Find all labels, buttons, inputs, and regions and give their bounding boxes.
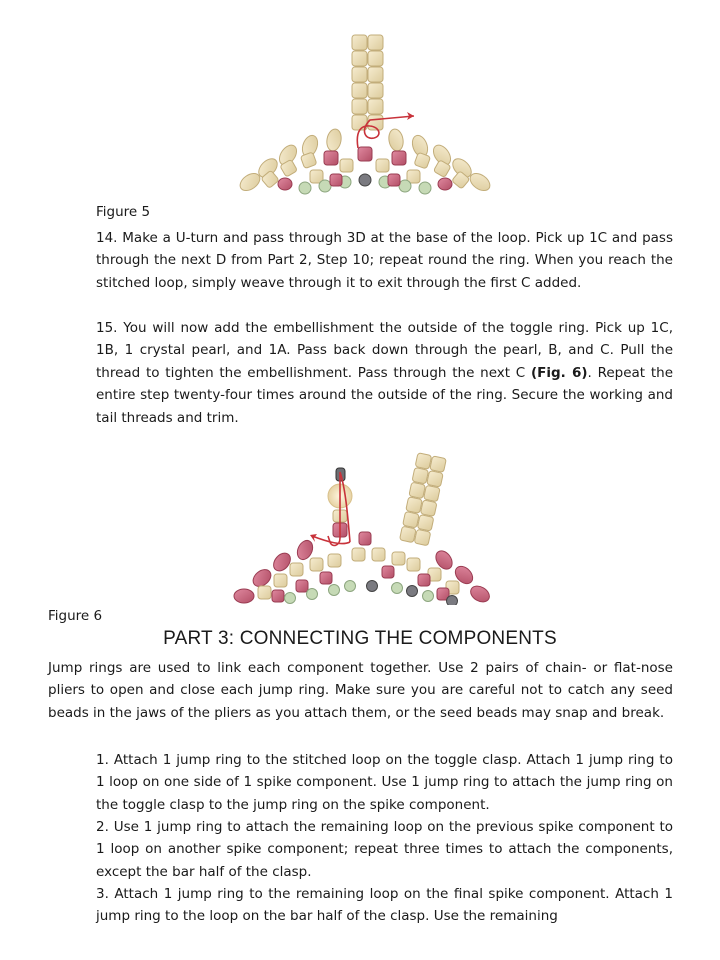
figure-6-caption: Figure 6 [48, 608, 103, 624]
figure-5-illustration [230, 30, 500, 195]
step-15-text-before: 15. You will now add the embellishment the outside of the toggle ring. Pick up 1C, 1B, 1 crystal pearl, and 1A. Pass back down through the pearl, B, and C. Pull the thread to tighten the embellishment. Pass through the next C [96, 320, 673, 381]
step-15-paragraph [96, 317, 673, 429]
part-3-step-2: 2. Use 1 jump ring to attach the remaining loop on the previous spike component to 1 loop on another spike component; repeat three times to attach the components, except the bar half of the clasp. [96, 819, 673, 880]
part-3-step-1: 1. Attach 1 jump ring to the stitched loop on the toggle clasp. Attach 1 jump ring to 1 loop on one side of 1 spike component. Use 1 jump ring to attach the jump ring on the toggle clasp to the jump ring on the spike component. [96, 752, 673, 813]
figure-6-illustration [232, 450, 494, 605]
part-3-step-3: 3. Attach 1 jump ring to the remaining loop on the final spike component. Attach 1 jump ring to the loop on the bar half of the clasp. Use the remaining [96, 886, 673, 925]
fig-6-reference: (Fig. 6) [530, 364, 588, 381]
figure-5-caption: Figure 5 [96, 204, 151, 220]
part-3-heading: PART 3: CONNECTING THE COMPONENTS [163, 628, 557, 649]
step-14-paragraph: 14. Make a U-turn and pass through 3D at the base of the loop. Pick up 1C and pass through the next D from Part 2, Step 10; repeat round the ring. When you reach the stitched loop, simply weave through it to exit through the first C added. [96, 230, 673, 291]
part-3-intro: Jump rings are used to link each component together. Use 2 pairs of chain- or flat-nose pliers to open and close each jump ring. Make sure you are careful not to catch any seed beads in the jaws of the pliers as you attach them, or the seed beads may snap and break. [48, 660, 673, 721]
step-15-text-after: . Repeat the entire step twenty-four times around the outside of the ring. Secure the working and tail threads and trim. [96, 364, 674, 426]
